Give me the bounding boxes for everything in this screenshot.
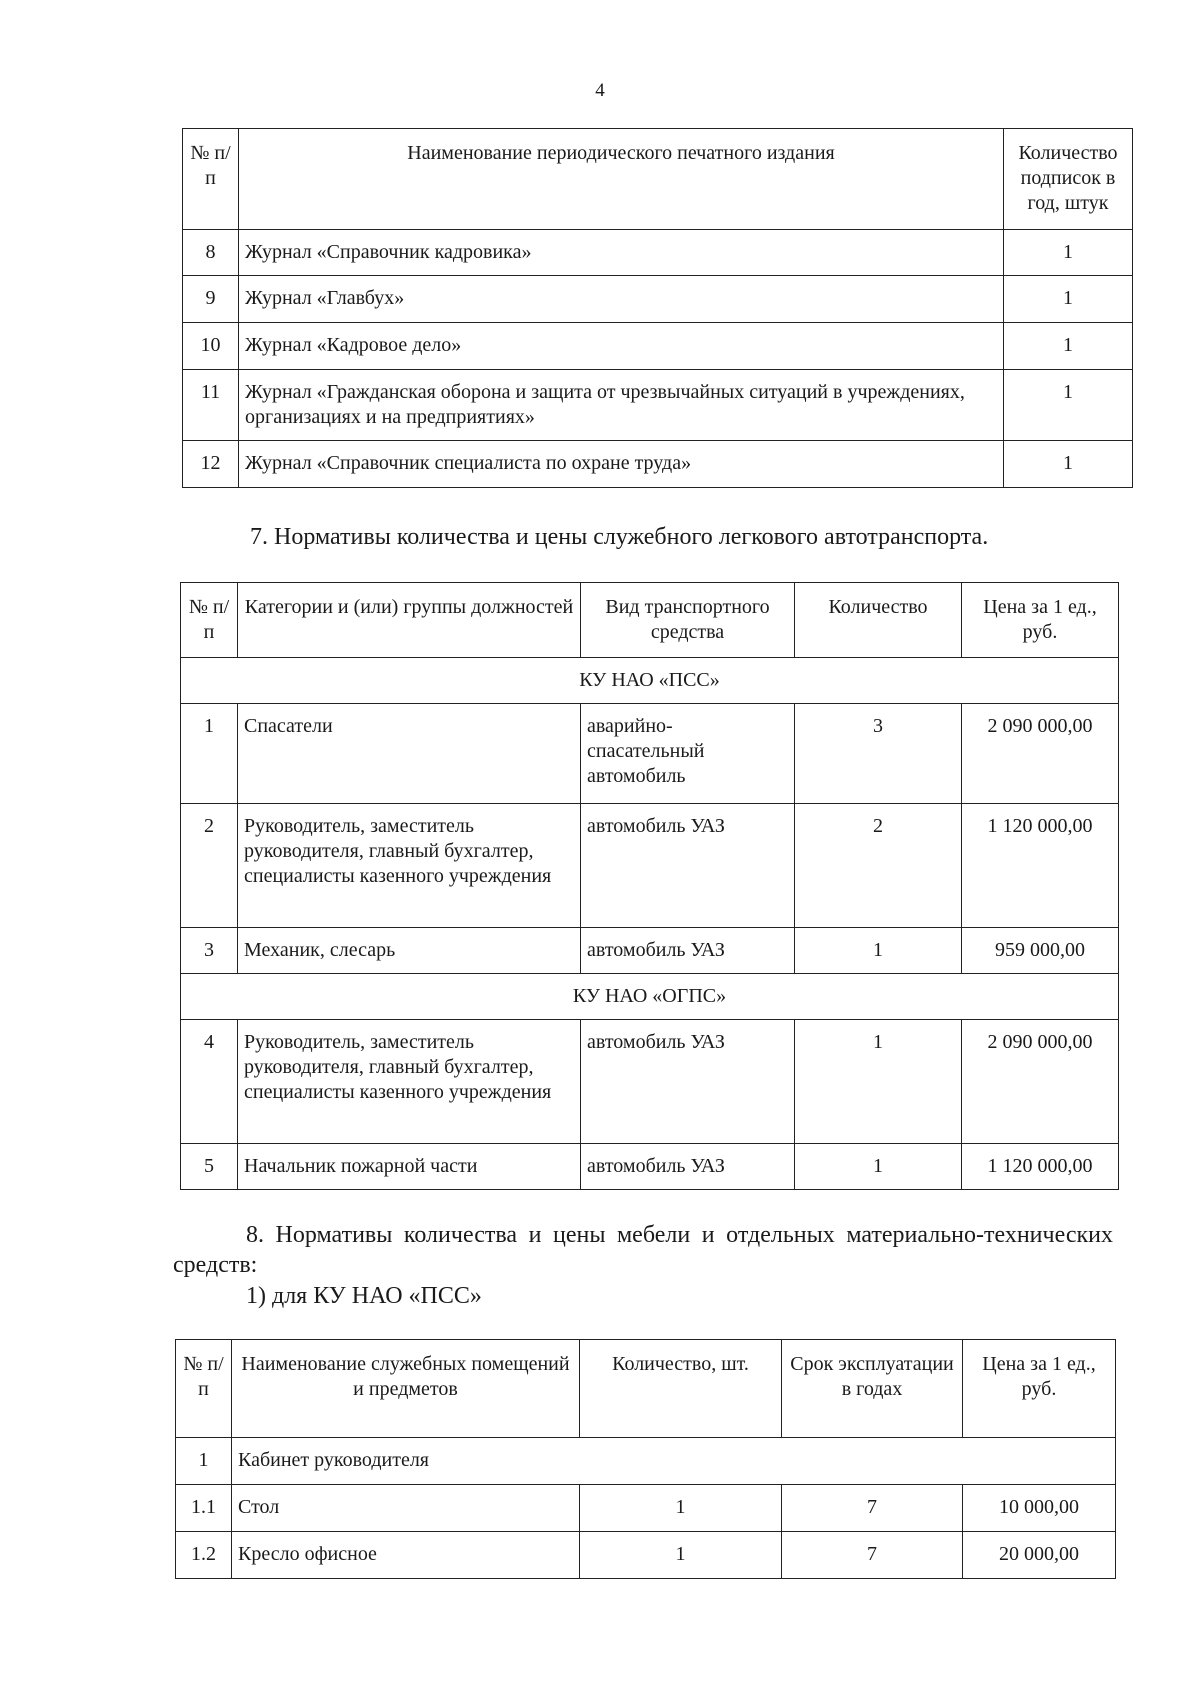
column-header-subscriptions: Количество подписок в год, штук xyxy=(1004,129,1133,230)
row-number: 4 xyxy=(181,1020,238,1144)
position-group: Начальник пожарной части xyxy=(238,1144,581,1190)
subscription-count: 1 xyxy=(1004,276,1133,323)
row-number: 1.2 xyxy=(176,1532,232,1579)
table-row xyxy=(183,230,1133,276)
table-row xyxy=(183,441,1133,488)
row-number: 8 xyxy=(183,230,239,276)
table-row xyxy=(183,323,1133,370)
table-header-row xyxy=(183,129,1133,230)
vehicle-type: автомобиль УАЗ xyxy=(581,804,795,928)
price: 1 120 000,00 xyxy=(962,804,1119,928)
table-row xyxy=(181,928,1119,974)
table-row xyxy=(181,1144,1119,1190)
row-number: 3 xyxy=(181,928,238,974)
column-header-quantity: Количество xyxy=(795,583,962,658)
position-group: Руководитель, заместитель руководителя, главный бухгалтер, специалисты казенного учреждения xyxy=(238,804,581,928)
table-row xyxy=(181,1020,1119,1144)
price: 2 090 000,00 xyxy=(962,1020,1119,1144)
table-row xyxy=(183,276,1133,323)
position-group: Спасатели xyxy=(238,704,581,804)
quantity: 2 xyxy=(795,804,962,928)
page-number: 4 xyxy=(595,80,605,101)
section-8-heading: 8. Нормативы количества и цены мебели и отдельных материально-технических средств: xyxy=(173,1222,1113,1278)
section-8-subheading: 1) для КУ НАО «ПСС» xyxy=(246,1283,482,1309)
row-number: 11 xyxy=(183,370,239,441)
column-header-quantity: Количество, шт. xyxy=(580,1340,782,1438)
column-header-price: Цена за 1 ед., руб. xyxy=(963,1340,1116,1438)
quantity: 1 xyxy=(795,1020,962,1144)
group-row-pss xyxy=(181,658,1119,704)
vehicles-table xyxy=(180,582,1119,1190)
column-header-price: Цена за 1 ед., руб. xyxy=(962,583,1119,658)
publication-name: Журнал «Справочник кадровика» xyxy=(239,230,1004,276)
group-title: КУ НАО «ОГПС» xyxy=(181,974,1119,1020)
quantity: 1 xyxy=(795,928,962,974)
quantity: 1 xyxy=(580,1485,782,1532)
column-header-service-life: Срок эксплуатации в годах xyxy=(782,1340,963,1438)
row-number: 9 xyxy=(183,276,239,323)
row-number: 12 xyxy=(183,441,239,488)
quantity: 1 xyxy=(580,1532,782,1579)
column-header-number: № п/п xyxy=(183,129,239,230)
row-number: 1 xyxy=(176,1438,232,1485)
price: 20 000,00 xyxy=(963,1532,1116,1579)
row-number: 2 xyxy=(181,804,238,928)
row-number: 1.1 xyxy=(176,1485,232,1532)
table-header-row xyxy=(181,583,1119,658)
publication-name: Журнал «Кадровое дело» xyxy=(239,323,1004,370)
table-row xyxy=(176,1485,1116,1532)
publication-name: Журнал «Гражданская оборона и защита от чрезвычайных ситуаций в учреждениях, организациях и на предприятиях» xyxy=(239,370,1004,441)
quantity: 3 xyxy=(795,704,962,804)
table-row xyxy=(181,704,1119,804)
publication-name: Журнал «Справочник специалиста по охране труда» xyxy=(239,441,1004,488)
position-group: Руководитель, заместитель руководителя, главный бухгалтер, специалисты казенного учреждения xyxy=(238,1020,581,1144)
table-row xyxy=(176,1532,1116,1579)
column-header-number: № п/п xyxy=(176,1340,232,1438)
publication-name: Журнал «Главбух» xyxy=(239,276,1004,323)
position-group: Механик, слесарь xyxy=(238,928,581,974)
service-life: 7 xyxy=(782,1485,963,1532)
vehicle-type: аварийно-спасательный автомобиль xyxy=(581,704,795,804)
table-row xyxy=(183,370,1133,441)
subscription-count: 1 xyxy=(1004,230,1133,276)
price: 959 000,00 xyxy=(962,928,1119,974)
item-name: Кресло офисное xyxy=(232,1532,580,1579)
column-header-number: № п/п xyxy=(181,583,238,658)
furniture-table xyxy=(175,1339,1116,1579)
price: 10 000,00 xyxy=(963,1485,1116,1532)
table-row xyxy=(181,804,1119,928)
column-header-positions: Категории и (или) группы должностей xyxy=(238,583,581,658)
subscription-count: 1 xyxy=(1004,441,1133,488)
column-header-items: Наименование служебных помещений и предметов xyxy=(232,1340,580,1438)
subscription-count: 1 xyxy=(1004,323,1133,370)
row-number: 1 xyxy=(181,704,238,804)
vehicle-type: автомобиль УАЗ xyxy=(581,1020,795,1144)
table-row xyxy=(176,1438,1116,1485)
section-7-heading: 7. Нормативы количества и цены служебного легкового автотранспорта. xyxy=(250,524,989,550)
item-name: Стол xyxy=(232,1485,580,1532)
price: 2 090 000,00 xyxy=(962,704,1119,804)
quantity: 1 xyxy=(795,1144,962,1190)
column-header-title: Наименование периодического печатного издания xyxy=(239,129,1004,230)
column-header-vehicle-type: Вид транспортного средства xyxy=(581,583,795,658)
row-number: 10 xyxy=(183,323,239,370)
table-header-row xyxy=(176,1340,1116,1438)
service-life: 7 xyxy=(782,1532,963,1579)
subscription-count: 1 xyxy=(1004,370,1133,441)
vehicle-type: автомобиль УАЗ xyxy=(581,928,795,974)
price: 1 120 000,00 xyxy=(962,1144,1119,1190)
group-row-ogps xyxy=(181,974,1119,1020)
periodicals-table xyxy=(182,128,1133,488)
row-number: 5 xyxy=(181,1144,238,1190)
room-name: Кабинет руководителя xyxy=(232,1438,1116,1485)
group-title: КУ НАО «ПСС» xyxy=(181,658,1119,704)
vehicle-type: автомобиль УАЗ xyxy=(581,1144,795,1190)
